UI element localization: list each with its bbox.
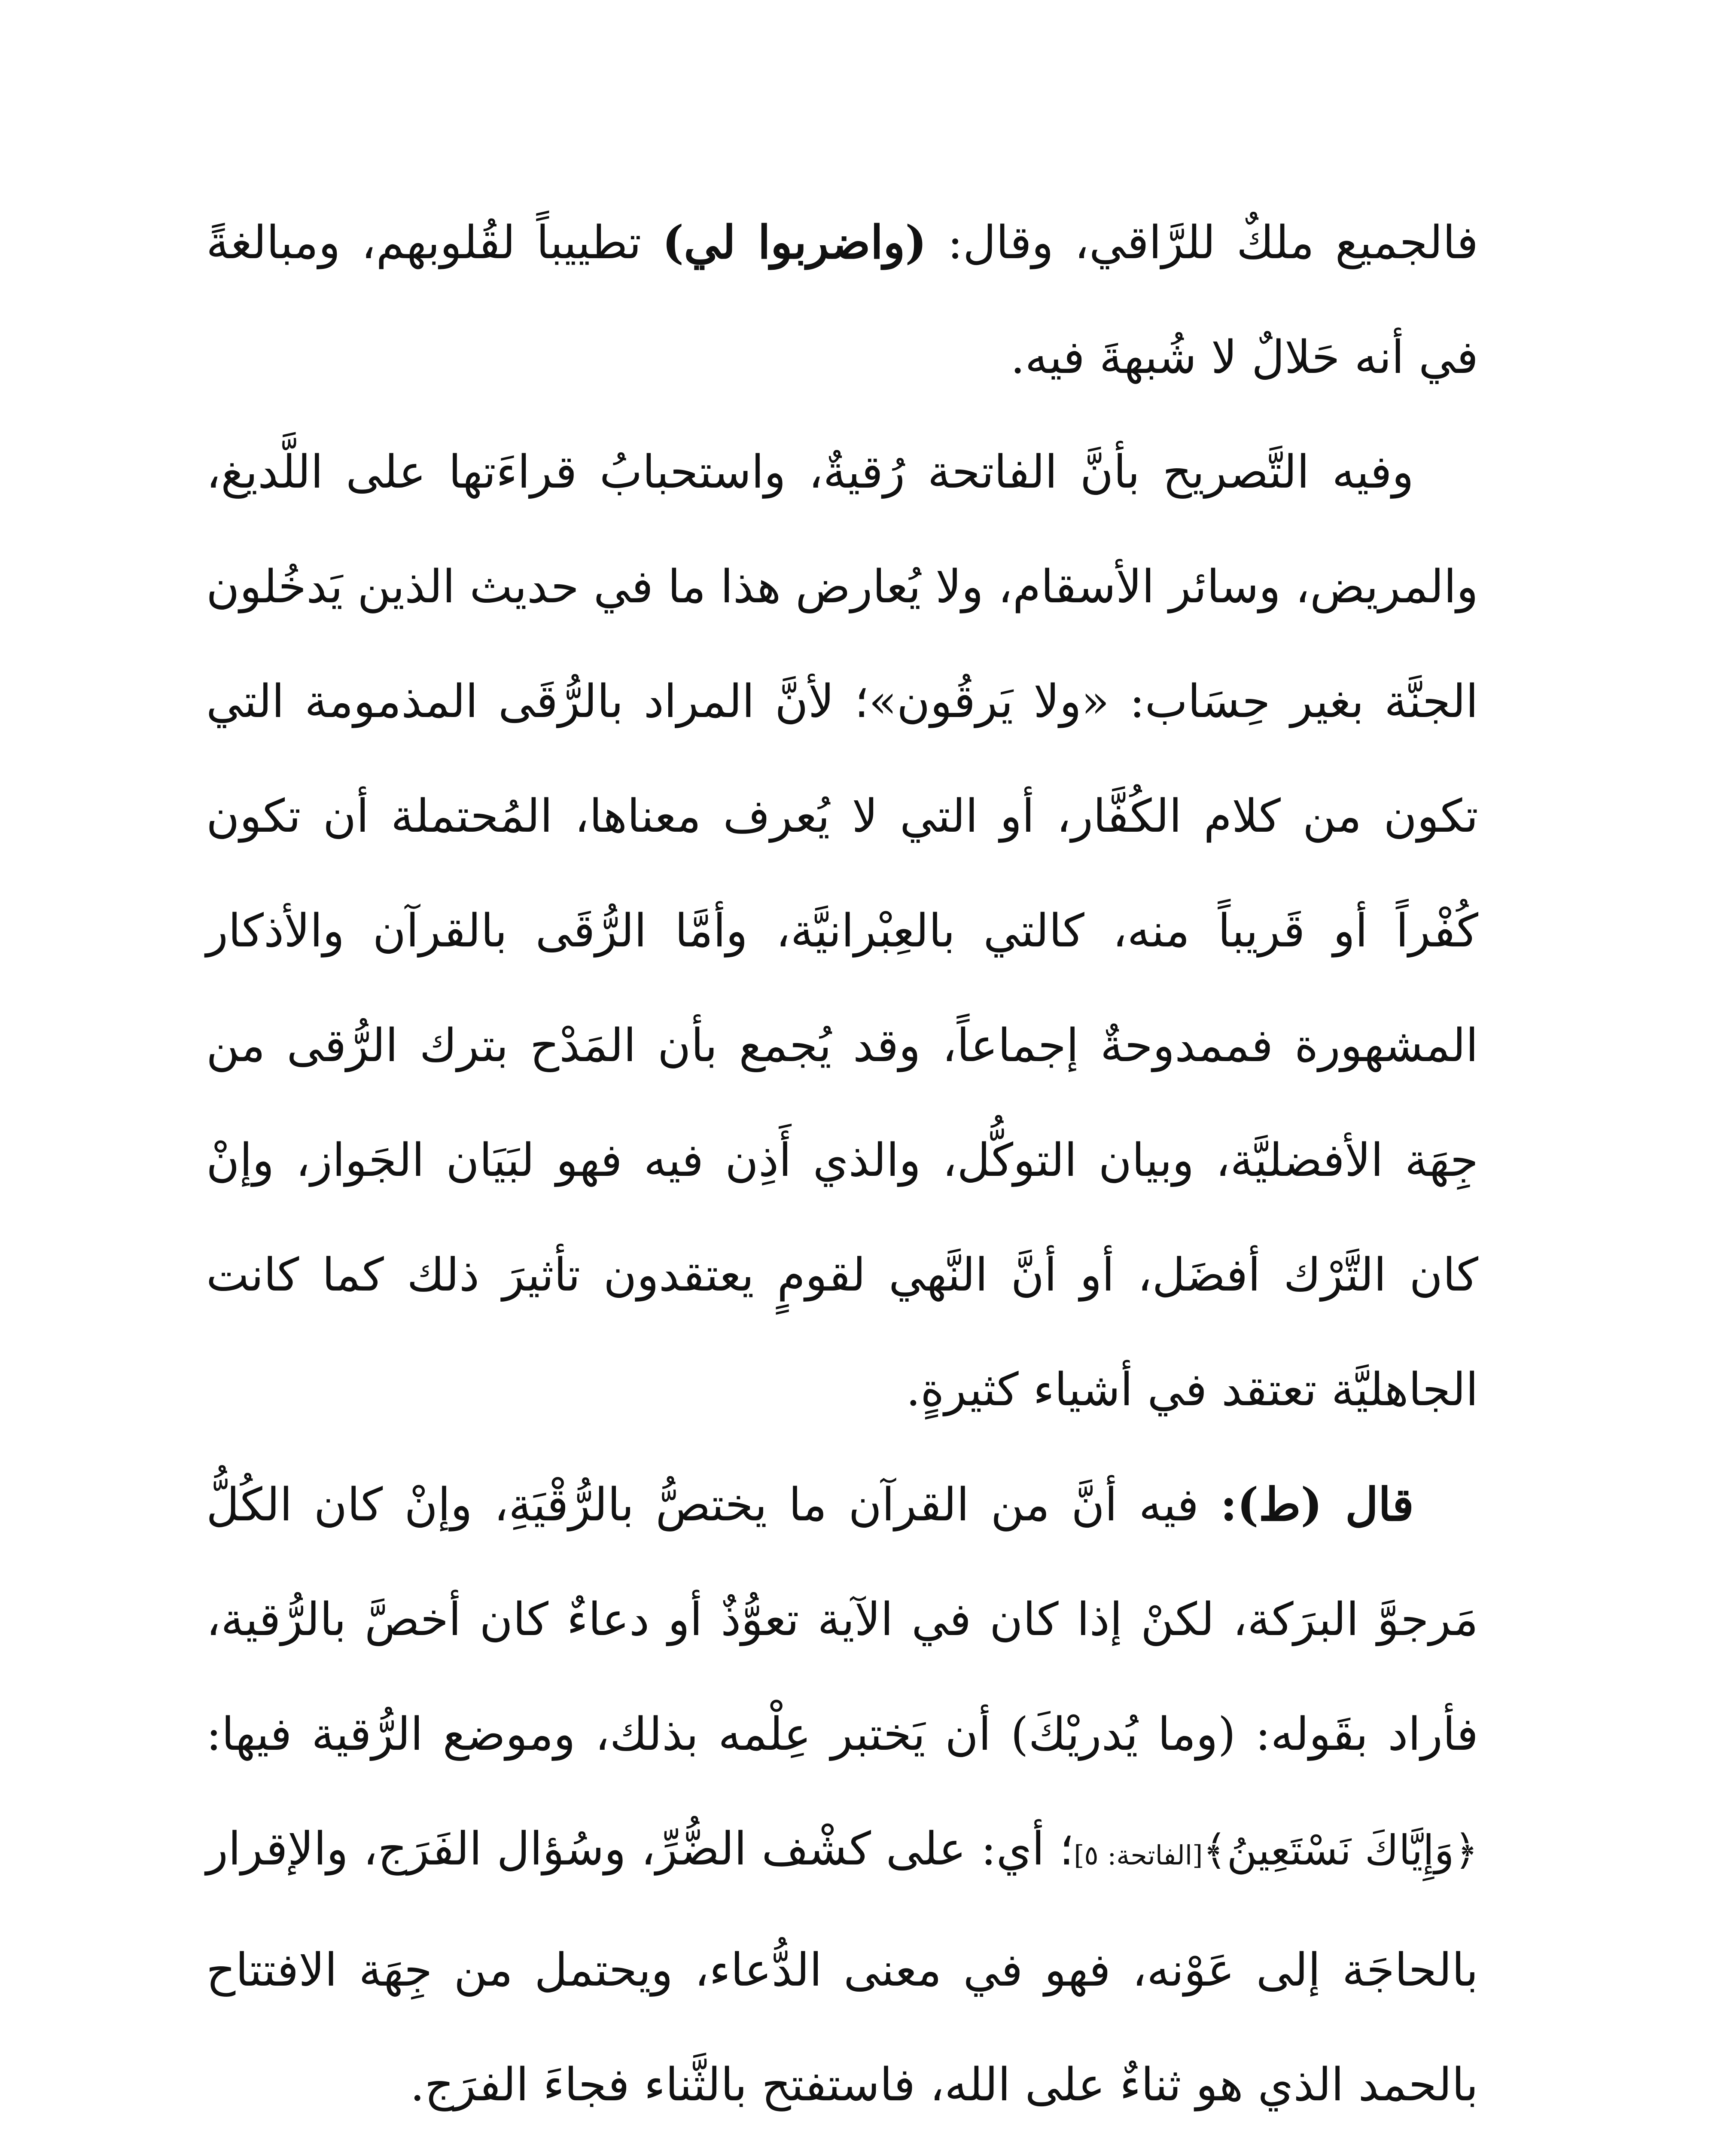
quran-reference: [الفاتحة: ٥] <box>1074 1840 1203 1871</box>
paragraph-2-text: وفيه التَّصريح بأنَّ الفاتحة رُقيةٌ، واستحبابُ قراءَتها على اللَّديغ، والمريض، وسائر الأسقام، ولا يُعارض هذا ما في حديث الذين يَدخُلون الجنَّة بغير حِسَاب: «ولا يَرقُون»؛ لأنَّ المراد بالرُّقَى المذمومة التي تكون من كلام الكُفَّار، أو التي لا يُعرف معناها، المُحتملة أن تكون كُفْراً أو قَريباً منه، كالتي بالعِبْرانيَّة، وأمَّا الرُّقَى بالقرآن والأذكار المشهورة فممدوحةٌ إجماعاً، وقد يُجمع بأن المَدْح بترك الرُّقى من جِهَة الأفضليَّة، وبيان التوكُّل، والذي أَذِن فيه فهو لبَيَان الجَواز، وإنْ كان التَّرْك أفضَل، أو أنَّ النَّهي لقومٍ يعتقدون تأثيرَ ذلك كما كانت الجاهليَّة تعتقد في أشياء كثيرةٍ. <box>206 445 1478 1416</box>
body-text <box>206 185 1478 2148</box>
quran-verse: ﴿وَإِيَّاكَ نَسْتَعِينُ﴾ <box>1203 1826 1478 1874</box>
paragraph-3-label: قال (ط): <box>1220 1477 1414 1531</box>
paragraph-3 <box>206 1447 1478 2142</box>
paragraph-3-text-b: ؛ أي: على كشْف الضُّرِّ، وسُؤال الفَرَج، والإقرار بالحاجَة إلى عَوْنه، فهو في معنى الدُّعاء، ويحتمل من جِهَة الافتتاح بالحمد الذي هو ثناءٌ على الله، فاستفتح بالثَّناء فجاءَ الفرَج. <box>206 1822 1478 2111</box>
paragraph-4 <box>206 2142 1478 2148</box>
paragraph-2 <box>206 415 1478 1447</box>
paragraph-1-text-b: تطييباً لقُلوبهم، ومبالغةً في أنه حَلالٌ لا شُبهةَ فيه. <box>206 216 1478 384</box>
paragraph-1-quote: (واضربوا لي) <box>662 215 927 269</box>
paragraph-1 <box>206 185 1478 415</box>
paragraph-1-text-a: فالجميع ملكٌ للرَّاقي، وقال: <box>926 216 1479 269</box>
paragraph-3-text-a: فيه أنَّ من القرآن ما يختصُّ بالرُّقْيَةِ، وإنْ كان الكُلُّ مَرجوَّ البرَكة، لكنْ إذا كان في الآية تعوُّذٌ أو دعاءٌ كان أخصَّ بالرُّقية، فأراد بقَوله: (وما يُدريْكَ) أن يَختبر عِلْمه بذلك، وموضع الرُّقية فيها: <box>206 1478 1479 1761</box>
